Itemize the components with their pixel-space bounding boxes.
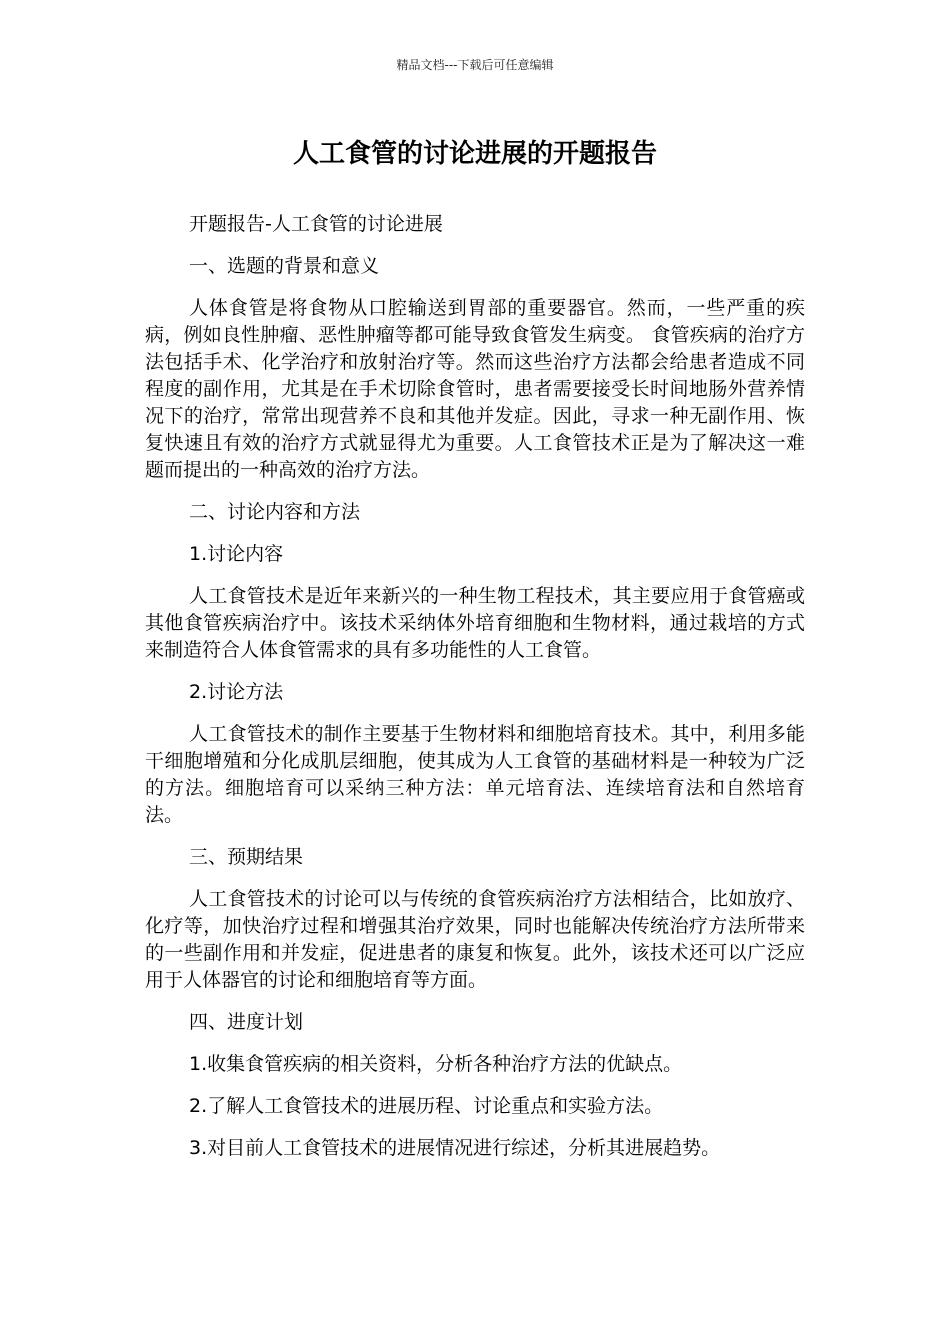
section-heading-schedule: 四、进度计划 — [189, 1011, 304, 1033]
document-body — [145, 211, 805, 1177]
document-title: 人工食管的讨论进展的开题报告 — [292, 139, 657, 169]
paragraph-methods: 人工食管技术的制作主要基于生物材料和细胞培育技术。其中，利用多能干细胞增殖和分化成肌层细胞，使其成为人工食管的基础材料是一种较为广泛的方法。细胞培育可以采纳三种方法：单元培育法、连续培育法和自然培育法。 — [145, 723, 805, 826]
paragraph-expected-results: 人工食管技术的讨论可以与传统的食管疾病治疗方法相结合，比如放疗、化疗等，加快治疗过程和增强其治疗效果，同时也能解决传统治疗方法所带来的一些副作用和并发症，促进患者的康复和恢复。此外，该技术还可以广泛应用于人体器官的讨论和细胞培育等方面。 — [145, 888, 805, 991]
paragraph-background: 人体食管是将食物从口腔输送到胃部的重要器官。然而，一些严重的疾病，例如良性肿瘤、恶性肿瘤等都可能导致食管发生病变。 食管疾病的治疗方法包括手术、化学治疗和放射治疗等。然而这些治疗方法都会给患者造成不同程度的副作用，尤其是在手术切除食管时，患者需要接受长时间地肠外营养情况下的治疗，常常出现营养不良和其他并发症。因此，寻求一种无副作用、恢复快速且有效的治疗方式就显得尤为重要。人工食管技术正是为了解决这一难题而提出的一种高效的治疗方法。 — [145, 297, 805, 481]
header-note: 精品文档---下载后可任意编辑 — [396, 58, 554, 72]
schedule-item-2: 2.了解人工食管技术的进展历程、讨论重点和实验方法。 — [189, 1095, 664, 1117]
section-heading-content-methods: 二、讨论内容和方法 — [189, 501, 361, 523]
subheading-content: 1.讨论内容 — [189, 543, 284, 565]
section-heading-expected-results: 三、预期结果 — [189, 846, 304, 868]
subtitle-line: 开题报告-人工食管的讨论进展 — [189, 213, 443, 235]
subheading-methods: 2.讨论方法 — [189, 681, 284, 703]
schedule-item-3: 3.对目前人工食管技术的进展情况进行综述，分析其进展趋势。 — [189, 1137, 721, 1159]
section-heading-background: 一、选题的背景和意义 — [189, 255, 380, 277]
paragraph-content: 人工食管技术是近年来新兴的一种生物工程技术，其主要应用于食管癌或其他食管疾病治疗中。该技术采纳体外培育细胞和生物材料，通过栽培的方式来制造符合人体食管需求的具有多功能性的人工食管。 — [145, 585, 805, 661]
schedule-item-1: 1.收集食管疾病的相关资料，分析各种治疗方法的优缺点。 — [189, 1053, 683, 1075]
